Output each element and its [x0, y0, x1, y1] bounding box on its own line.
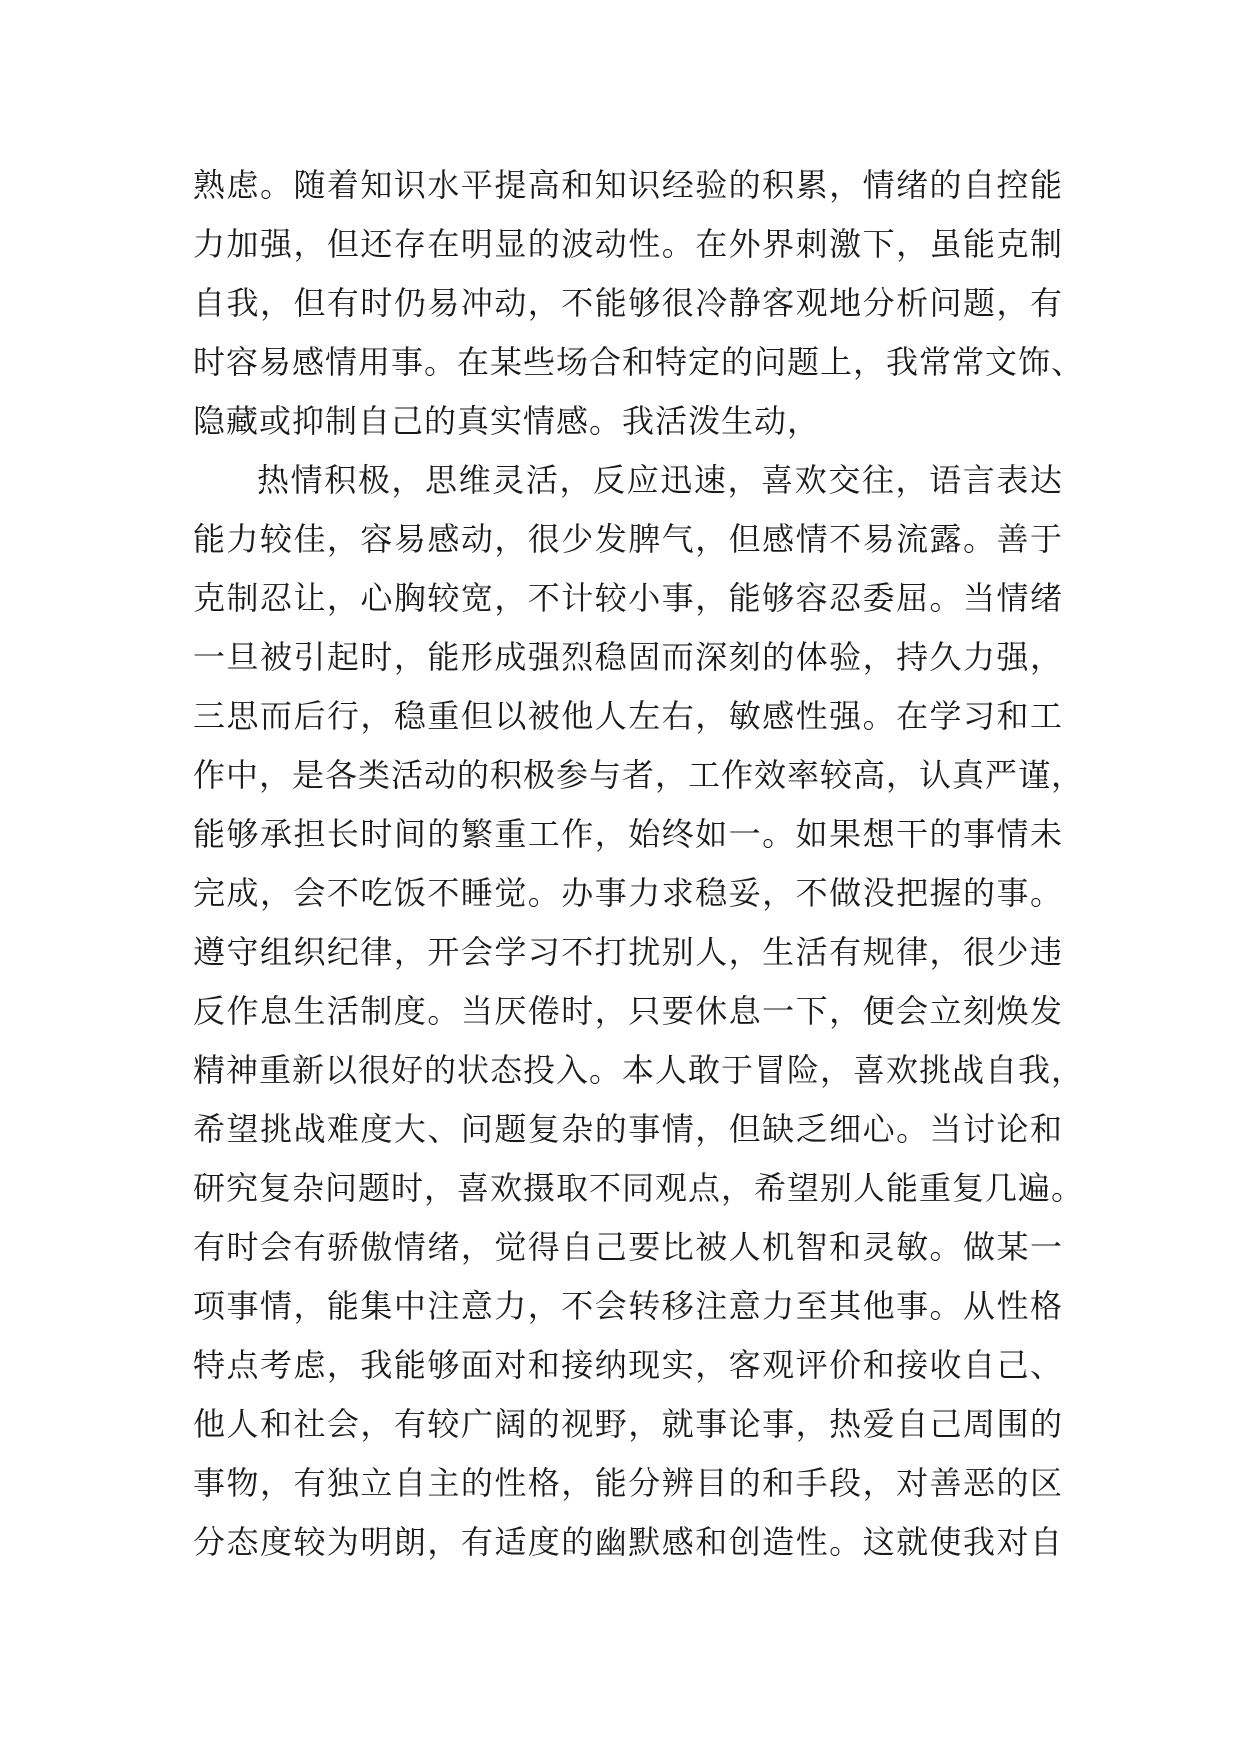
text-line: 项事情，能集中注意力，不会转移注意力至其他事。从性格 — [193, 1287, 1063, 1325]
text-line: 研究复杂问题时，喜欢摄取不同观点，希望别人能重复几遍。 — [193, 1169, 1085, 1207]
text-line: 时容易感情用事。在某些场合和特定的问题上，我常常文饰、 — [193, 343, 1085, 381]
body-text — [193, 156, 1085, 1572]
text-line: 能力较佳，容易感动，很少发脾气，但感情不易流露。善于 — [193, 520, 1063, 558]
text-line: 有时会有骄傲情绪，觉得自己要比被人机智和灵敏。做某一 — [193, 1228, 1063, 1266]
text-line: 三思而后行，稳重但以被他人左右，敏感性强。在学习和工 — [193, 697, 1063, 735]
text-line: 完成，会不吃饭不睡觉。办事力求稳妥，不做没把握的事。 — [193, 874, 1063, 912]
text-line: 精神重新以很好的状态投入。本人敢于冒险，喜欢挑战自我， — [193, 1051, 1085, 1089]
text-line: 他人和社会，有较广阔的视野，就事论事，热爱自己周围的 — [193, 1405, 1063, 1443]
paragraph-first-line: 热情积极，思维灵活，反应迅速，喜欢交往，语言表达 — [257, 461, 1063, 499]
text-line: 隐藏或抑制自己的真实情感。我活泼生动， — [193, 402, 821, 440]
text-line: 事物，有独立自主的性格，能分辨目的和手段，对善恶的区 — [193, 1464, 1063, 1502]
text-line: 分态度较为明朗，有适度的幽默感和创造性。这就使我对自 — [193, 1523, 1063, 1561]
text-line: 特点考虑，我能够面对和接纳现实，客观评价和接收自己、 — [193, 1346, 1063, 1384]
text-line: 遵守组织纪律，开会学习不打扰别人，生活有规律，很少违 — [193, 933, 1063, 971]
text-line: 克制忍让，心胸较宽，不计较小事，能够容忍委屈。当情绪 — [193, 579, 1063, 617]
text-line: 反作息生活制度。当厌倦时，只要休息一下，便会立刻焕发 — [193, 992, 1063, 1030]
text-line: 熟虑。随着知识水平提高和知识经验的积累，情绪的自控能 — [193, 166, 1063, 204]
text-line: 自我，但有时仍易冲动，不能够很冷静客观地分析问题，有 — [193, 284, 1063, 322]
text-line: 力加强，但还存在明显的波动性。在外界刺激下，虽能克制 — [193, 225, 1063, 263]
text-line: 希望挑战难度大、问题复杂的事情，但缺乏细心。当讨论和 — [193, 1110, 1063, 1148]
text-line: 一旦被引起时，能形成强烈稳固而深刻的体验，持久力强， — [193, 638, 1063, 676]
text-line: 作中，是各类活动的积极参与者，工作效率较高，认真严谨， — [193, 756, 1085, 794]
text-line: 能够承担长时间的繁重工作，始终如一。如果想干的事情未 — [193, 815, 1063, 853]
